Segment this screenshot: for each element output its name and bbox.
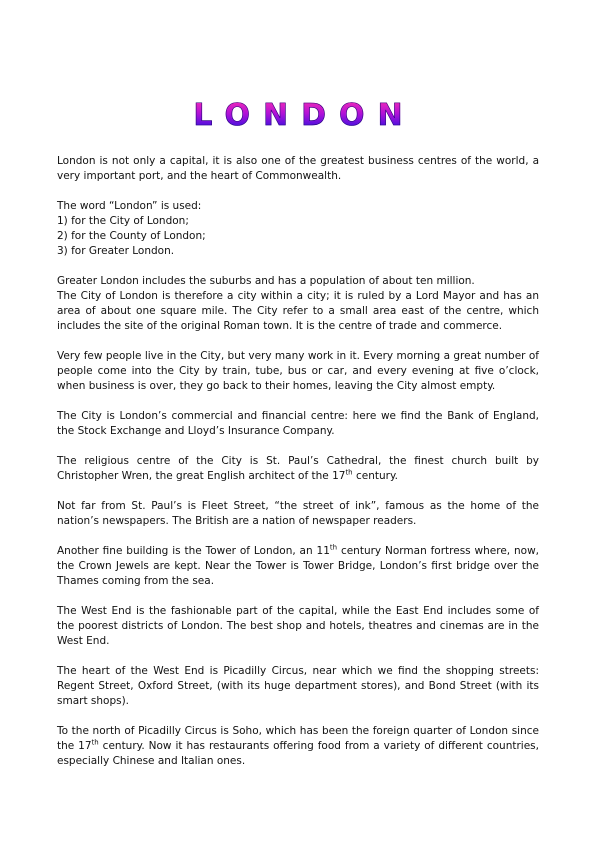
paragraph-west-end: The West End is the fashionable part of the capital, while the East End includes some of the poorest districts of London. The best shop and hotels, theatres and cinemas are in the West End. [57, 605, 539, 647]
usage-item: 3) for Greater London. [57, 245, 175, 257]
usage-heading: The word “London” is used: [57, 200, 202, 212]
paragraph-religious-centre: The religious centre of the City is St. Paul’s Cathedral, the finest church built by Christopher Wren, the great English architect of the 17th century. [57, 455, 539, 482]
paragraph-city-of-london: The City of London is therefore a city within a city; it is ruled by a Lord Mayor and has an area of about one square mile. The City refer to a small area east of the centre, which includes the site of the original Roman town. It is the centre of trade and commerce. [57, 290, 539, 332]
body-text [57, 154, 539, 784]
paragraph-soho: To the north of Picadilly Circus is Soho, which has been the foreign quarter of London since the 17th century. Now it has restaurants offering food from a variety of different countries, especially Chinese and Italian ones. [57, 725, 539, 767]
paragraph-usage [57, 199, 539, 259]
usage-item: 1) for the City of London; [57, 215, 189, 227]
paragraph-few-people: Very few people live in the City, but very many work in it. Every morning a great number of people come into the City by train, tube, bus or car, and every evening at five o’clock, when business is over, they go back to their homes, leaving the City almost empty. [57, 350, 539, 392]
usage-item: 2) for the County of London; [57, 230, 206, 242]
page-title: LONDON [193, 98, 416, 133]
paragraph-fleet-street: Not far from St. Paul’s is Fleet Street, “the street of ink”, famous as the home of the nation’s newspapers. The British are a nation of newspaper readers. [57, 500, 539, 527]
paragraph-financial-centre: The City is London’s commercial and financial centre: here we find the Bank of England, the Stock Exchange and Lloyd’s Insurance Company. [57, 410, 539, 437]
paragraph-intro: London is not only a capital, it is also one of the greatest business centres of the world, a very important port, and the heart of Commonwealth. [57, 155, 539, 182]
paragraph-picadilly: The heart of the West End is Picadilly Circus, near which we find the shopping streets: Regent Street, Oxford Street, (with its huge department stores), and Bond Street (with its smart shops). [57, 665, 539, 707]
paragraph-tower: Another fine building is the Tower of London, an 11th century Norman fortress where, now, the Crown Jewels are kept. Near the Tower is Tower Bridge, London’s first bridge over the Thames coming from the sea. [57, 543, 539, 587]
paragraph-greater-london: Greater London includes the suburbs and has a population of about ten million. [57, 275, 475, 287]
